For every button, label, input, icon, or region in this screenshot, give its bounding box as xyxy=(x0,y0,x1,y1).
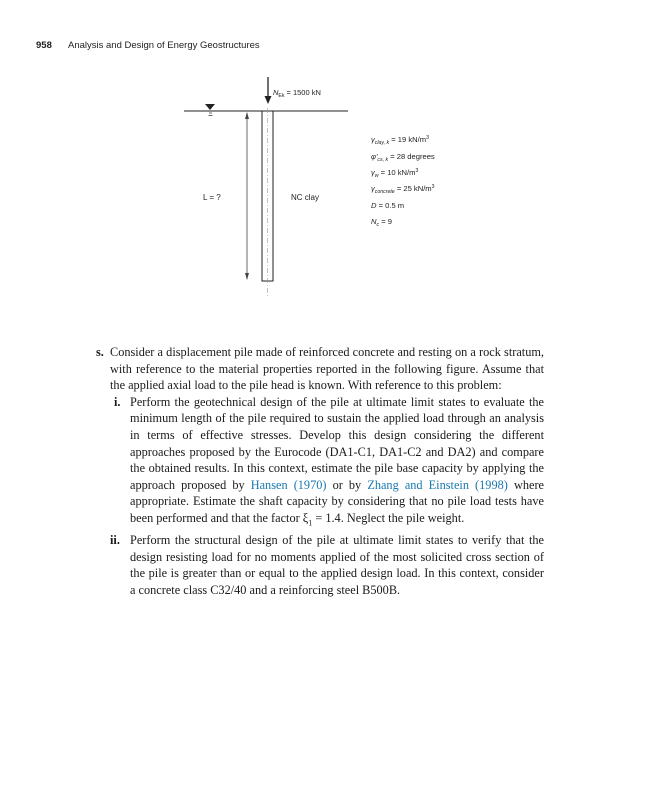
citation-zhang-einstein[interactable]: Zhang and Einstein (1998) xyxy=(367,477,508,492)
soil-label: NC clay xyxy=(291,193,320,202)
dimension-arrow-top xyxy=(245,112,249,119)
page-number: 958 xyxy=(36,40,52,51)
part-i-text: Perform the geotechnical design of the pile at ultimate limit states to evaluate the minimum length of the pile required to sustain the applied load through an analysis in terms of effective stresses. Develop this design considering the different approaches proposed by the Eurocode (DA1-C1, DA1-C2 and DA2) and compare the obtained results. In this context, estimate the pile base capacity by applying the approach proposed by xyxy=(130,394,544,492)
property-diameter: D = 0.5 m xyxy=(371,201,405,210)
water-table-icon xyxy=(205,104,215,110)
problem-s xyxy=(96,344,544,394)
book-title: Analysis and Design of Energy Geostructures xyxy=(67,40,260,51)
load-label: $N_{Ek} = 1500$ kN xyxy=(273,88,321,99)
problem-intro: Consider a displacement pile made of reinforced concrete and resting on a rock stratum, with reference to the material properties reported in the following figure. Assume that the applied axial load to the pile head is known. With reference to this problem: xyxy=(110,345,544,393)
part-ii-label: ii. xyxy=(110,532,120,547)
load-arrow-head xyxy=(265,96,272,104)
property-gamma-clay: $\gamma_{clay, k} = 19$ $kN/m^3$ xyxy=(371,135,429,146)
property-phi-cs: $\varphi'_{cs, k} = 28$ degrees xyxy=(371,152,435,163)
part-i-text: or by xyxy=(326,477,368,492)
pile-figure xyxy=(0,0,648,330)
part-i-label: i. xyxy=(114,394,121,409)
dimension-arrow-bottom xyxy=(245,273,249,280)
part-i xyxy=(114,394,544,532)
property-nc: $N_c = 9$ xyxy=(371,217,392,228)
part-i-text: = 1.4. Neglect the pile weight. xyxy=(312,510,465,525)
part-ii-text: Perform the structural design of the pile at ultimate limit states to verify that the design resisting load for no moments applied of the most solicited cross section of the pile is greater than or equal to the applied design load. In this context, consider a concrete class C32/40 and a reinforcing steel B500B. xyxy=(130,532,544,597)
property-gamma-concrete: $\gamma_{concrete} = 25$ $kN/m^3$ xyxy=(371,184,435,195)
problem-label: s. xyxy=(96,345,104,359)
property-gamma-w: $\gamma_w = 10$ $kN/m^3$ xyxy=(371,168,419,179)
citation-hansen[interactable]: Hansen (1970) xyxy=(250,477,327,492)
problem-text xyxy=(96,344,544,598)
part-i-text: where appropriate. Estimate the shaft capacity by considering that no pile load tests have been performed and that the factor ξ xyxy=(130,477,544,525)
xi-subscript: 1 xyxy=(308,518,313,528)
properties-list xyxy=(371,135,435,228)
length-label: L = ? xyxy=(203,193,221,202)
part-ii xyxy=(110,532,544,598)
